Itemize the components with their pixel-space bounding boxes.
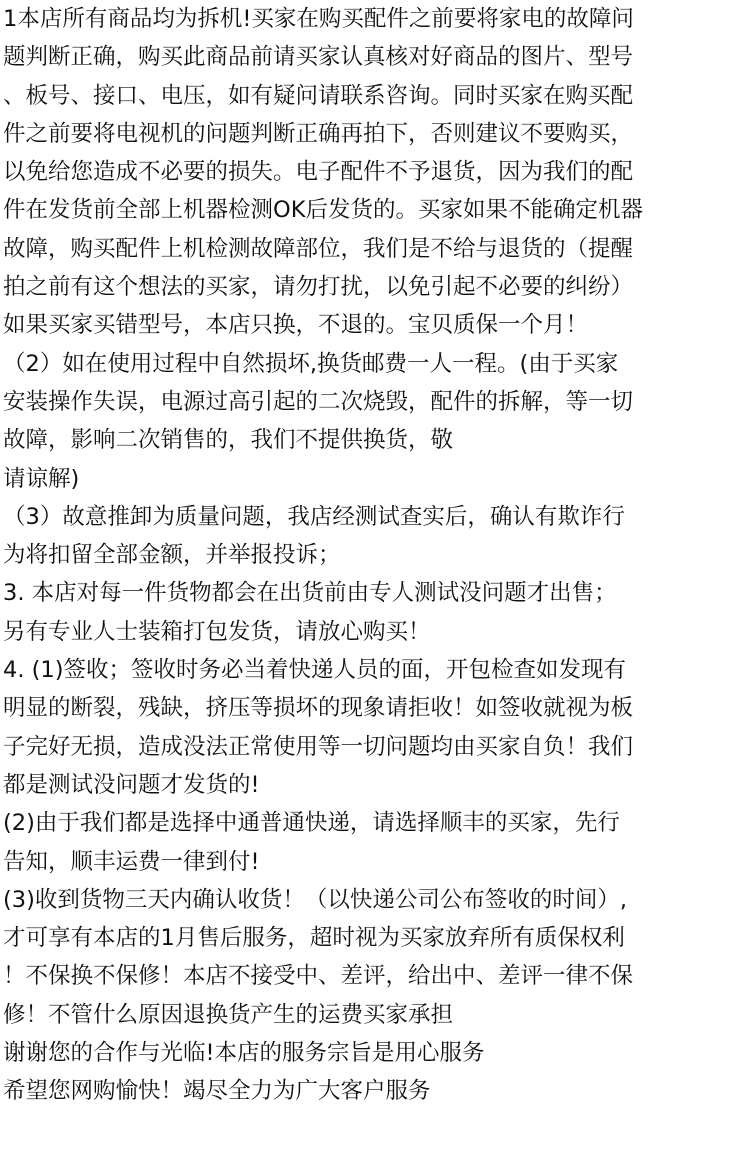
- notice-line: ！不保换不保修！本店不接受中、差评，给出中、差评一律不保: [3, 963, 634, 990]
- notice-line: 修！不管什么原因退换货产生的运费买家承担: [3, 1001, 454, 1028]
- notice-line: 故障，影响二次销售的，我们不提供换货，敬: [3, 427, 454, 454]
- notice-line: (2)由于我们都是选择中通普通快递，请选择顺丰的买家，先行: [3, 810, 620, 837]
- notice-line: 为将扣留全部金额，并举报投诉；: [3, 542, 341, 569]
- notice-line: 另有专业人士装箱打包发货，请放心购买！: [3, 618, 431, 645]
- notice-line: 才可享有本店的1月售后服务，超时视为买家放弃所有质保权利: [3, 925, 625, 952]
- notice-line: 1本店所有商品均为拆机!买家在购买配件之前要将家电的故障问: [3, 6, 634, 32]
- notice-line: 故障，购买配件上机检测故障部位，我们是不给与退货的（提醒: [3, 235, 634, 262]
- notice-line: 件在发货前全部上机器检测OK后发货的。买家如果不能确定机器: [3, 197, 643, 224]
- notice-line: 拍之前有这个想法的买家，请勿打扰，以免引起不必要的纠纷）: [3, 274, 634, 301]
- notice-line: 希望您网购愉快！竭尽全力为广大客户服务: [3, 1078, 431, 1105]
- notice-line: （2）如在使用过程中自然损坏,换货邮费一人一程。(由于买家: [3, 350, 619, 377]
- notice-line: 安装操作失误，电源过高引起的二次烧毁，配件的拆解，等一切: [3, 388, 634, 415]
- notice-line: 3. 本店对每一件货物都会在出货前由专人测试没问题才出售；: [3, 580, 617, 607]
- notice-line: 告知，顺丰运费一律到付!: [3, 848, 260, 875]
- notice-line: （3）故意推卸为质量问题，我店经测试查实后，确认有欺诈行: [3, 503, 625, 530]
- notice-line: 子完好无损，造成没法正常使用等一切问题均由买家自负！我们: [3, 733, 634, 760]
- notice-line: (3)收到货物三天内确认收货！（以快递公司公布签收的时间）,: [3, 886, 628, 913]
- notice-line: 题判断正确，购买此商品前请买家认真核对好商品的图片、型号: [3, 44, 634, 71]
- notice-line: 4. (1)签收；签收时务必当着快递人员的面，开包检查如发现有: [3, 657, 626, 684]
- notice-line: 件之前要将电视机的问题判断正确再拍下，否则建议不要购买，: [3, 120, 634, 147]
- notice-line: 谢谢您的合作与光临!本店的服务宗旨是用心服务: [3, 1040, 485, 1067]
- notice-line: 以免给您造成不必要的损失。电子配件不予退货，因为我们的配: [3, 159, 634, 186]
- store-policy-notice: [3, 0, 750, 1111]
- notice-line: 、板号、接口、电压，如有疑问请联系咨询。同时买家在购买配: [3, 82, 634, 109]
- notice-line: 明显的断裂，残缺，挤压等损坏的现象请拒收！如签收就视为板: [3, 695, 634, 722]
- notice-line: 请谅解): [3, 465, 80, 492]
- notice-line: 都是测试没问题才发货的!: [3, 771, 260, 798]
- notice-line: 如果买家买错型号，本店只换，不退的。宝贝质保一个月！: [3, 312, 589, 339]
